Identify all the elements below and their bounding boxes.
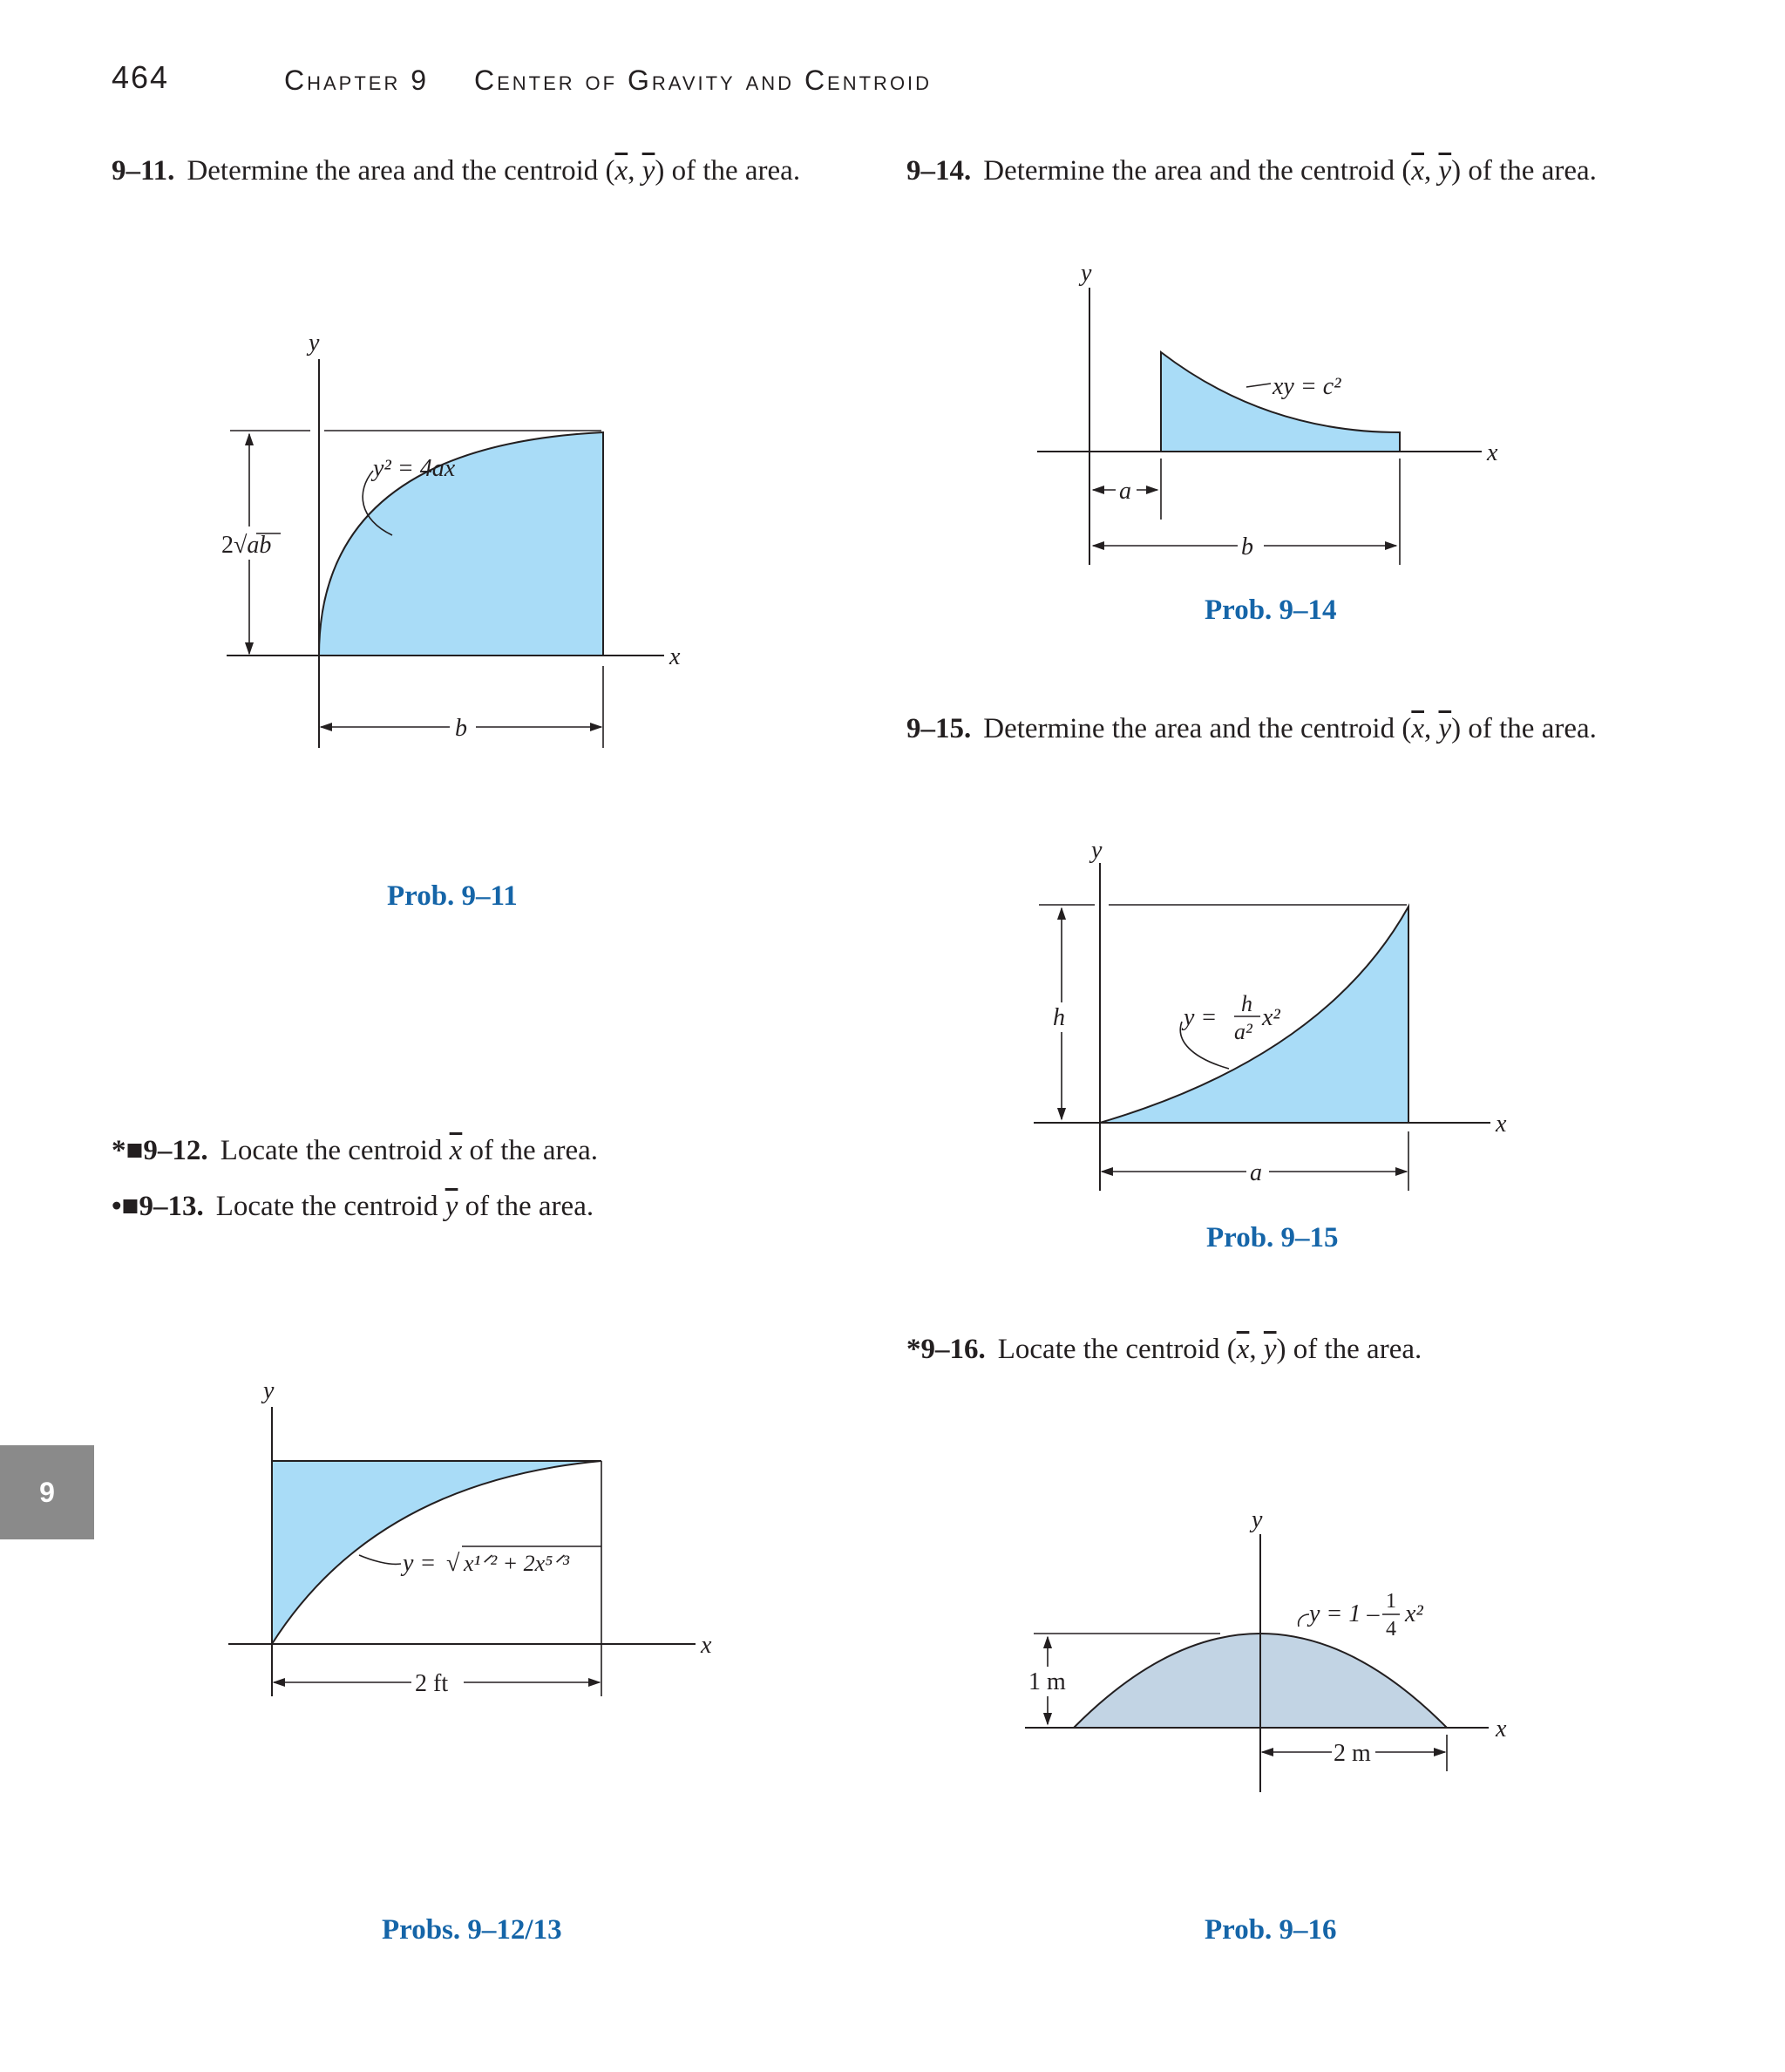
problem-text-sep: , bbox=[628, 155, 642, 187]
curve-equation: xy = c² bbox=[1273, 373, 1341, 400]
x-axis-label: x bbox=[1496, 1715, 1507, 1743]
width-label: 2 m bbox=[1334, 1740, 1371, 1767]
problem-text-post: ) of the area. bbox=[1451, 155, 1597, 187]
x-bar: $\overline{x}$ bbox=[449, 1135, 463, 1166]
page-number: 464 bbox=[112, 59, 170, 95]
problem-number: *9–16. bbox=[906, 1334, 986, 1365]
leader-line bbox=[1246, 384, 1271, 387]
problem-text-pre: Locate the centroid bbox=[215, 1191, 445, 1222]
y-bar: $\overline{y}$ bbox=[1438, 155, 1452, 187]
caption-probs-9-12-13: Probs. 9–12/13 bbox=[382, 1914, 562, 1946]
leader-line bbox=[359, 1555, 401, 1564]
y-axis-label: y bbox=[1091, 837, 1103, 864]
width-label: 2 ft bbox=[415, 1670, 449, 1697]
shaded-region bbox=[1100, 907, 1408, 1123]
chapter-title: Center of Gravity and Centroid bbox=[474, 65, 933, 96]
curve-equation-lhs: y = bbox=[403, 1550, 437, 1577]
y-axis-label: y bbox=[263, 1377, 275, 1404]
caption-prob-9-16: Prob. 9–16 bbox=[1205, 1914, 1337, 1946]
problem-number: •■9–13. bbox=[112, 1191, 204, 1222]
y-axis-label: y bbox=[309, 329, 320, 357]
figure-9-15 bbox=[1034, 837, 1507, 1191]
curve-equation-denominator: 4 bbox=[1386, 1618, 1396, 1641]
x-bar: $\overline{x}$ bbox=[1236, 1334, 1250, 1365]
chapter-side-tab-label: 9 bbox=[39, 1476, 55, 1508]
problem-text-sep: , bbox=[1249, 1334, 1264, 1365]
caption-prob-9-14: Prob. 9–14 bbox=[1205, 594, 1337, 626]
problem-number: 9–14. bbox=[906, 155, 972, 187]
y-bar: $\overline{y}$ bbox=[445, 1191, 458, 1222]
x-axis-label: x bbox=[669, 643, 681, 670]
curve-equation-lhs: y = bbox=[1184, 1004, 1218, 1031]
shaded-region bbox=[1161, 352, 1400, 452]
figure-9-12-13 bbox=[228, 1377, 712, 1697]
x-bar: $\overline{x}$ bbox=[614, 155, 628, 187]
curve-equation-radicand: x¹ᐟ² + 2x⁵ᐟ³ bbox=[464, 1551, 570, 1576]
shaded-region bbox=[319, 432, 603, 656]
curve-equation-lhs: y = 1 – bbox=[1309, 1600, 1380, 1627]
curve-equation-rhs: x² bbox=[1405, 1600, 1423, 1627]
problem-text-post: of the area. bbox=[458, 1191, 594, 1222]
curve-equation-rhs: x² bbox=[1262, 1004, 1280, 1031]
height-label: 1 m bbox=[1028, 1668, 1066, 1695]
problem-text-sep: , bbox=[1424, 155, 1439, 187]
problem-number: 9–15. bbox=[906, 713, 972, 744]
x-axis-label: x bbox=[1487, 439, 1498, 466]
problem-text-sep: , bbox=[1424, 713, 1439, 744]
problem-text-pre: Locate the centroid bbox=[220, 1135, 450, 1166]
y-axis-label: y bbox=[1252, 1506, 1263, 1533]
x-axis-label: x bbox=[1496, 1111, 1507, 1138]
radical-sign: √ bbox=[446, 1550, 460, 1577]
height-label: 2√ab bbox=[221, 532, 272, 559]
problem-text-post: ) of the area. bbox=[655, 155, 801, 187]
chapter-label: Chapter 9 bbox=[284, 65, 430, 96]
figure-9-11 bbox=[218, 329, 681, 748]
caption-prob-9-11: Prob. 9–11 bbox=[387, 880, 518, 912]
problem-text-post: ) of the area. bbox=[1276, 1334, 1422, 1365]
x-axis-label: x bbox=[701, 1632, 712, 1659]
y-bar: $\overline{y}$ bbox=[1438, 713, 1452, 744]
problem-text-pre: Determine the area and the centroid ( bbox=[187, 155, 615, 187]
curve-equation-denominator: a² bbox=[1234, 1019, 1252, 1044]
problem-text-pre: Locate the centroid ( bbox=[997, 1334, 1237, 1365]
leader-line bbox=[1299, 1614, 1309, 1627]
offset-label: a bbox=[1119, 478, 1131, 505]
curve-equation-numerator: 1 bbox=[1386, 1590, 1396, 1613]
problem-number: *■9–12. bbox=[112, 1135, 208, 1166]
problem-text-pre: Determine the area and the centroid ( bbox=[983, 155, 1412, 187]
problem-text-post: of the area. bbox=[462, 1135, 599, 1166]
y-axis-label: y bbox=[1081, 260, 1092, 287]
x-bar: $\overline{x}$ bbox=[1411, 713, 1424, 744]
height-label: h bbox=[1053, 1004, 1065, 1031]
problem-text-pre: Determine the area and the centroid ( bbox=[983, 713, 1412, 744]
problem-number: 9–11. bbox=[112, 155, 175, 187]
figure-9-14 bbox=[1037, 260, 1498, 565]
figure-9-16 bbox=[1025, 1506, 1507, 1792]
y-bar: $\overline{y}$ bbox=[641, 155, 655, 187]
problem-text-post: ) of the area. bbox=[1451, 713, 1597, 744]
width-label: b bbox=[455, 715, 467, 742]
curve-equation: y² = 4ax bbox=[373, 455, 456, 482]
width-label: b bbox=[1241, 533, 1253, 560]
caption-prob-9-15: Prob. 9–15 bbox=[1206, 1222, 1339, 1253]
curve-equation-numerator: h bbox=[1241, 991, 1252, 1016]
y-bar: $\overline{y}$ bbox=[1263, 1334, 1277, 1365]
x-bar: $\overline{x}$ bbox=[1411, 155, 1424, 187]
width-label: a bbox=[1250, 1159, 1262, 1186]
